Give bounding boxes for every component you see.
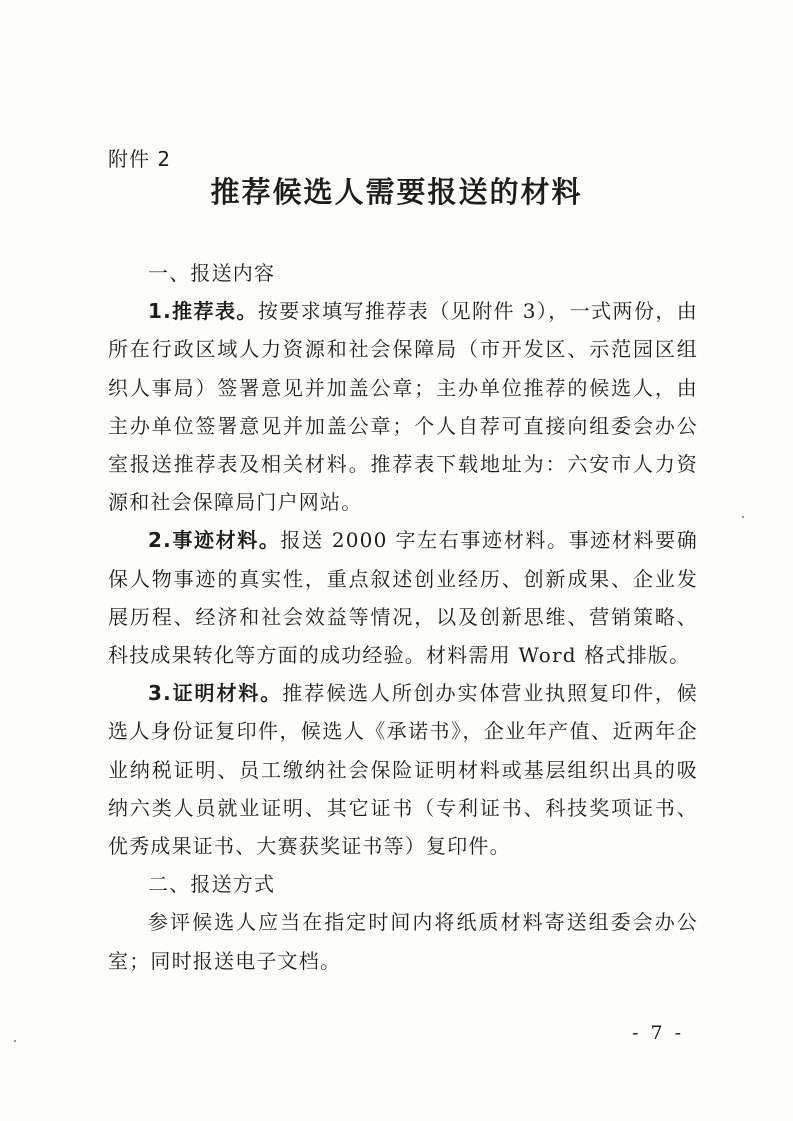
attachment-label: 附件 2 <box>108 147 172 171</box>
scan-speck <box>742 516 744 518</box>
section-2-heading: 二、报送方式 <box>148 872 276 897</box>
item-1-paragraph <box>108 292 698 521</box>
document-title: 推荐候选人需要报送的材料 <box>210 175 583 209</box>
document-body <box>108 254 698 980</box>
item-3-text: 推荐候选人所创办实体营业执照复印件，候选人身份证复印件，候选人《承诺书》，企业年产值、近两年企业纳税证明、员工缴纳社会保险证明材料或基层组织出具的吸纳六类人员就业证明、其它证书（专利证书、科技奖项证书、优秀成果证书、大赛获奖证书等）复印件。 <box>108 681 698 859</box>
item-1-lead: 1.推荐表。 <box>148 299 258 324</box>
item-2-lead: 2.事迹材料。 <box>148 528 281 553</box>
section-1-heading: 一、报送内容 <box>148 261 276 285</box>
page-number: - 7 - <box>632 1022 685 1044</box>
item-2-paragraph <box>108 521 698 674</box>
section-2-paragraph: 参评候选人应当在指定时间内将纸质材料寄送组委会办公室；同时报送电子文档。 <box>108 910 698 973</box>
item-2-text: 报送 2000 字左右事迹材料。事迹材料要确保人物事迹的真实性，重点叙述创业经历、创新成果、企业发展历程、经济和社会效益等情况，以及创新思维、营销策略、科技成果转化等方面的成功经验。材料需用 Word 格式排版。 <box>108 528 698 668</box>
item-3-lead: 3.证明材料。 <box>148 681 283 706</box>
item-3-paragraph <box>108 674 698 865</box>
scan-speck <box>14 1040 16 1042</box>
item-1-text: 按要求填写推荐表（见附件 3），一式两份，由所在行政区域人力资源和社会保障局（市开发区、示范园区组织人事局）签署意见并加盖公章；主办单位推荐的候选人，由主办单位签署意见并加盖公章；个人自荐可直接向组委会办公室报送推荐表及相关材料。推荐表下载地址为：六安市人力资源和社会保障局门户网站。 <box>108 299 699 515</box>
